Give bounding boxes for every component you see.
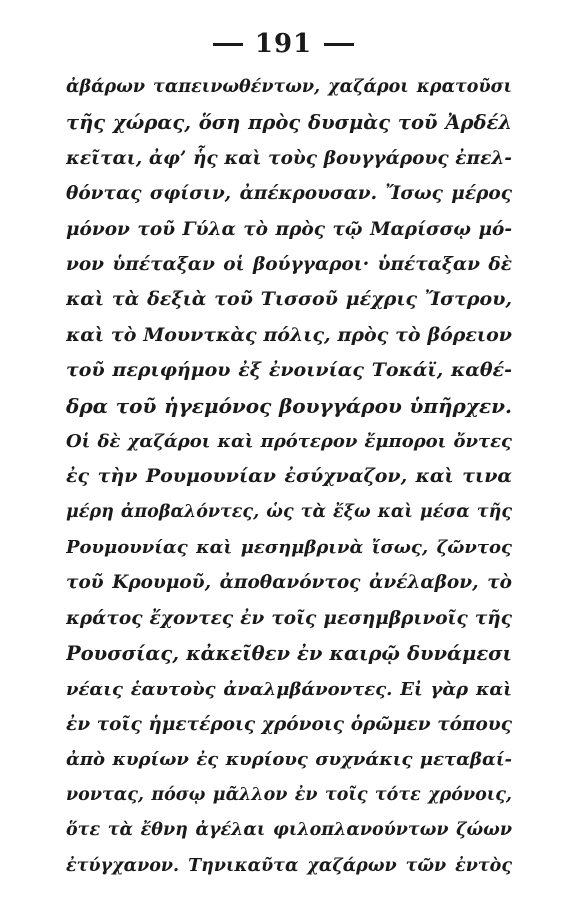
page-number: 191 <box>254 29 313 59</box>
text-line: νέαις ἑαυτοὺς ἀναλμβάνοντες. Εἰ γὰρ καὶ <box>66 678 512 700</box>
text-line: καὶ τὰ δεξιὰ τοῦ Τισσοῦ μέχρις Ἴστρου, <box>66 288 512 311</box>
text-line: Ρουμουνίας καὶ μεσημβρινὰ ἴσως, ζῶντος <box>66 537 512 559</box>
text-line: ὅτε τὰ ἔθνη ἀγέλαι φιλοπλανούντων ζώων <box>66 820 512 841</box>
text-line: τοῦ περιφήμου ἐξ ἐνοινίας Τοκάϊ, καθέ- <box>66 359 512 382</box>
text-line: καὶ τὸ Μουντκὰς πόλις, πρὸς τὸ βόρειον <box>66 323 512 346</box>
text-body <box>66 70 512 884</box>
text-line: ἐν τοῖς ἡμετέροις χρόνοις ὁρῶμεν τόπους <box>66 714 512 736</box>
text-line: τῆς χώρας, ὅση πρὸς δυσμὰς τοῦ Ἀρδέλ <box>66 111 512 135</box>
page-header <box>0 28 567 59</box>
text-line: νον ὑπέταξαν οἱ βούγγαροι· ὑπέταξαν δὲ <box>66 253 512 275</box>
text-line: τοῦ Κρουμοῦ, ἀποθανόντος ἀνέλαβον, τὸ <box>66 572 512 594</box>
text-line: Ρουσσίας, κἀκεῖθεν ἐν καιρῷ δυνάμεσι <box>66 642 512 666</box>
text-line: ἀβάρων ταπεινωθέντων, χαζάροι κρατοῦσι <box>66 77 512 97</box>
header-dash-left <box>213 43 243 46</box>
header-dash-right <box>324 43 354 46</box>
text-line: Οἱ δὲ χαζάροι καὶ πρότερον ἔμποροι ὄντες <box>66 430 512 452</box>
text-line: ἐς τὴν Ρουμουνίαν ἐσύχναζον, καὶ τινα <box>66 465 512 488</box>
text-line: νοντας, πόσῳ μᾶλλον ἐν τοῖς τότε χρόνοις, <box>66 784 512 805</box>
text-line: μόνον τοῦ Γύλα τὸ πρὸς τῷ Μαρίσσῳ μό- <box>66 218 512 240</box>
text-line: κράτος ἔχοντες ἐν τοῖς μεσημβρινοῖς τῆς <box>66 607 512 629</box>
text-line: θόντας σφίσιν, ἀπέκρουσαν. Ἴσως μέρος <box>66 183 512 205</box>
text-line: μέρη ἀποβαλόντες, ὡς τὰ ἔξω καὶ μέσα τῆς <box>66 501 512 522</box>
text-line: κεῖται, ἀφ’ ἧς καὶ τοὺς βουγγάρους ἐπελ- <box>66 147 512 169</box>
text-line: ἀπὸ κυρίων ἐς κυρίους συχνάκις μεταβαί- <box>66 749 512 771</box>
text-line: ἐτύγχανον. Τηνικαῦτα χαζάρων τῶν ἐντὸς <box>66 855 512 876</box>
text-line: δρα τοῦ ἡγεμόνος βουγγάρου ὑπῆρχεν. <box>66 393 512 418</box>
